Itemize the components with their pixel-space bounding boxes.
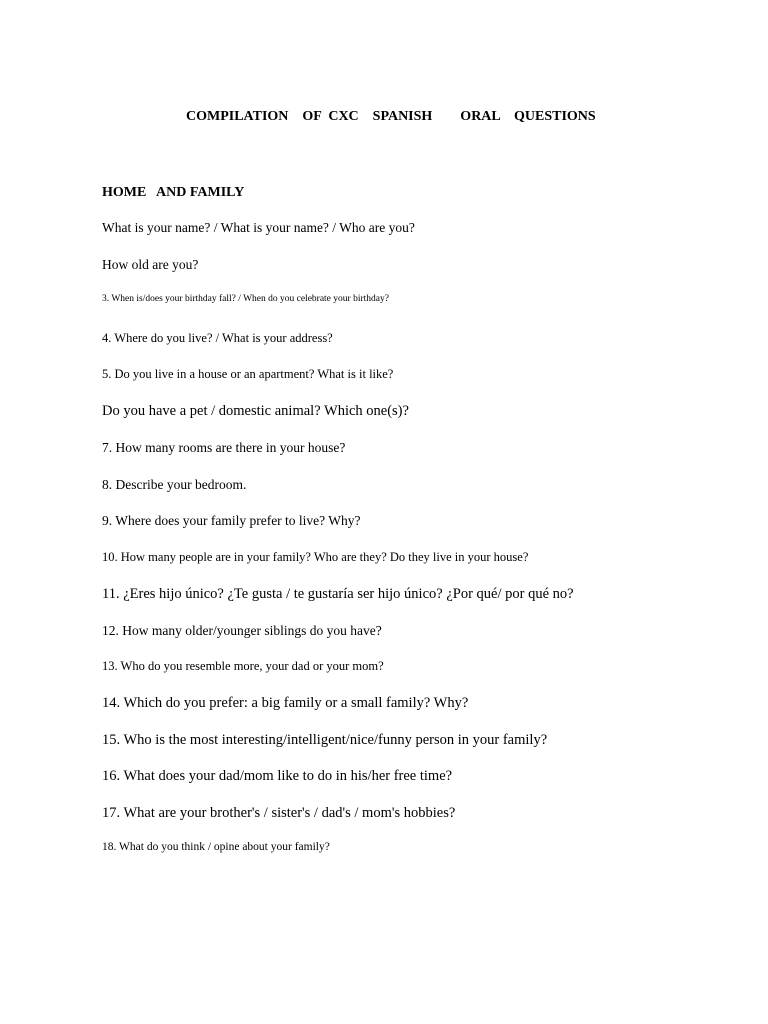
question-item: 16. What does your dad/mom like to do in his/her free time?: [102, 768, 453, 784]
question-item: 8. Describe your bedroom.: [102, 477, 247, 492]
question-item: 5. Do you live in a house or an apartment? What is it like?: [102, 367, 394, 381]
question-item: What is your name? / What is your name? / Who are you?: [102, 220, 415, 235]
question-item: 12. How many older/younger siblings do you have?: [102, 623, 382, 638]
question-item: 18. What do you think / opine about your family?: [102, 841, 330, 853]
question-item: 11. ¿Eres hijo único? ¿Te gusta / te gustaría ser hijo único? ¿Por qué/ por qué no?: [102, 586, 574, 602]
question-item: 9. Where does your family prefer to live? Why?: [102, 513, 361, 528]
question-item: 10. How many people are in your family? Who are they? Do they live in your house?: [102, 550, 529, 564]
question-item: How old are you?: [102, 257, 199, 272]
question-item: 3. When is/does your birthday fall? / When do you celebrate your birthday?: [102, 294, 389, 304]
question-item: 7. How many rooms are there in your house?: [102, 440, 346, 455]
question-item: 4. Where do you live? / What is your address?: [102, 331, 333, 345]
document-title: COMPILATION OF CXC SPANISH ORAL QUESTIONS: [186, 109, 596, 124]
section-heading-home-and-family: HOME AND FAMILY: [102, 185, 245, 200]
question-item: 17. What are your brother's / sister's / dad's / mom's hobbies?: [102, 805, 456, 821]
question-item: 13. Who do you resemble more, your dad or your mom?: [102, 659, 384, 673]
question-item: 15. Who is the most interesting/intelligent/nice/funny person in your family?: [102, 732, 548, 748]
question-item: 14. Which do you prefer: a big family or a small family? Why?: [102, 695, 469, 711]
question-item: Do you have a pet / domestic animal? Which one(s)?: [102, 403, 409, 419]
